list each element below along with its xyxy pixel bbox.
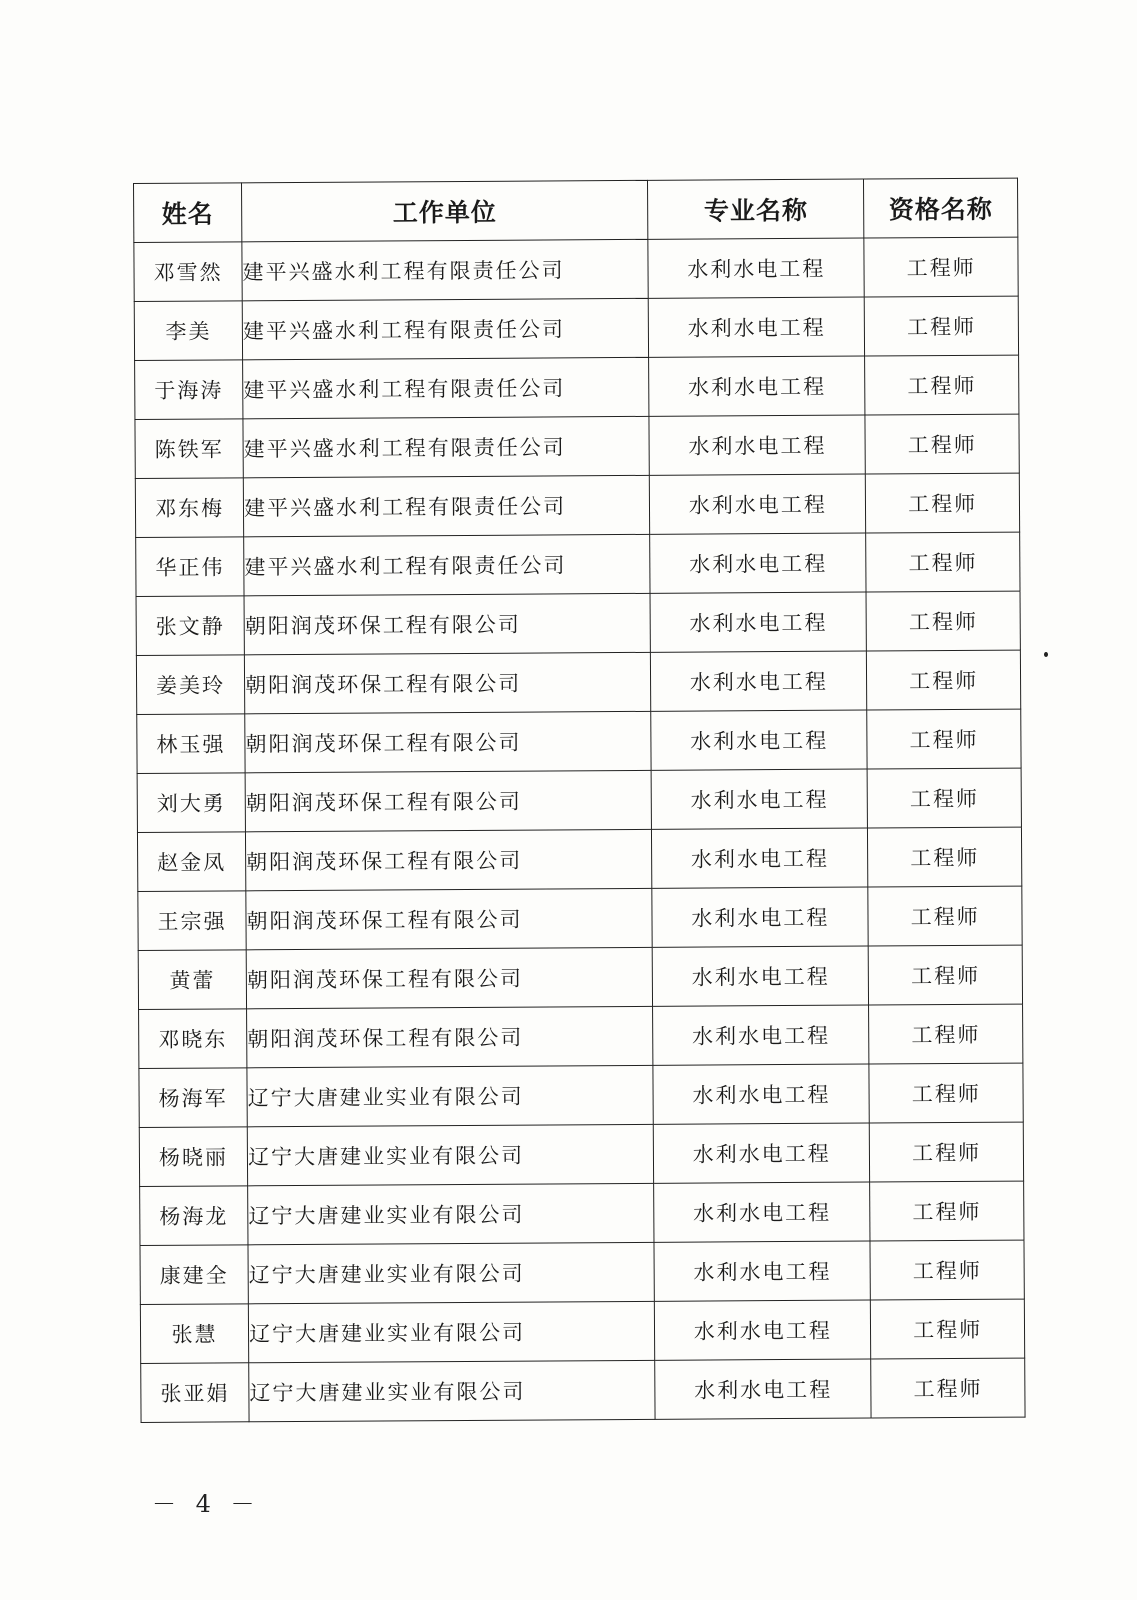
cell-name: 陈铁军 <box>135 419 243 479</box>
cell-unit: 建平兴盛水利工程有限责任公司 <box>243 475 649 536</box>
cell-qualification: 工程师 <box>871 1299 1025 1359</box>
cell-unit: 朝阳润茂环保工程有限公司 <box>247 1006 653 1067</box>
cell-name: 杨海龙 <box>140 1186 248 1246</box>
cell-name: 王宗强 <box>138 891 246 951</box>
cell-unit: 辽宁大唐建业实业有限公司 <box>247 1065 653 1126</box>
cell-unit: 朝阳润茂环保工程有限公司 <box>246 947 652 1008</box>
cell-unit: 建平兴盛水利工程有限责任公司 <box>243 357 649 418</box>
cell-qualification: 工程师 <box>867 709 1021 769</box>
cell-qualification: 工程师 <box>870 1181 1024 1241</box>
cell-major: 水利水电工程 <box>648 238 865 298</box>
page-number: － 4 － <box>152 1490 261 1518</box>
cell-qualification: 工程师 <box>869 945 1023 1005</box>
cell-unit: 辽宁大唐建业实业有限公司 <box>248 1183 654 1244</box>
cell-unit: 建平兴盛水利工程有限责任公司 <box>244 534 650 595</box>
table-row <box>139 1063 1023 1127</box>
cell-name: 杨晓丽 <box>139 1127 247 1187</box>
table-row <box>141 1358 1025 1422</box>
cell-qualification: 工程师 <box>871 1358 1025 1418</box>
cell-qualification: 工程师 <box>869 1063 1023 1123</box>
roster-sheet <box>133 178 1026 1423</box>
cell-qualification: 工程师 <box>866 532 1020 592</box>
cell-qualification: 工程师 <box>866 473 1020 533</box>
cell-qualification: 工程师 <box>864 237 1018 297</box>
table-row <box>137 768 1021 832</box>
cell-major: 水利水电工程 <box>653 1005 870 1065</box>
cell-major: 水利水电工程 <box>649 415 866 475</box>
cell-major: 水利水电工程 <box>651 769 868 829</box>
cell-name: 于海涛 <box>135 360 243 420</box>
cell-name: 张慧 <box>140 1304 248 1364</box>
cell-qualification: 工程师 <box>865 355 1019 415</box>
table-row <box>137 709 1021 773</box>
table-header-row <box>134 178 1018 242</box>
cell-qualification: 工程师 <box>867 650 1021 710</box>
cell-unit: 建平兴盛水利工程有限责任公司 <box>242 239 648 300</box>
cell-name: 林玉强 <box>137 714 245 774</box>
cell-name: 邓东梅 <box>135 478 243 538</box>
cell-name: 张亚娟 <box>141 1363 249 1423</box>
cell-major: 水利水电工程 <box>653 1123 870 1183</box>
table-row <box>136 532 1020 596</box>
cell-qualification: 工程师 <box>870 1122 1024 1182</box>
cell-major: 水利水电工程 <box>650 474 867 534</box>
cell-qualification: 工程师 <box>869 1004 1023 1064</box>
cell-qualification: 工程师 <box>867 768 1021 828</box>
roster-table <box>133 178 1026 1423</box>
table-row <box>134 237 1018 301</box>
table-row <box>137 827 1021 891</box>
cell-qualification: 工程师 <box>865 414 1019 474</box>
cell-qualification: 工程师 <box>868 827 1022 887</box>
cell-unit: 建平兴盛水利工程有限责任公司 <box>243 416 649 477</box>
cell-unit: 朝阳润茂环保工程有限公司 <box>246 888 652 949</box>
cell-unit: 朝阳润茂环保工程有限公司 <box>244 593 650 654</box>
cell-major: 水利水电工程 <box>650 592 867 652</box>
cell-major: 水利水电工程 <box>651 651 868 711</box>
cell-major: 水利水电工程 <box>654 1182 871 1242</box>
cell-unit: 辽宁大唐建业实业有限公司 <box>249 1360 655 1421</box>
table-row <box>135 355 1019 419</box>
table-row <box>135 414 1019 478</box>
header-name: 姓名 <box>134 183 242 243</box>
cell-name: 康建全 <box>140 1245 248 1305</box>
cell-unit: 朝阳润茂环保工程有限公司 <box>245 711 651 772</box>
cell-major: 水利水电工程 <box>652 946 869 1006</box>
cell-major: 水利水电工程 <box>655 1359 872 1419</box>
table-row <box>140 1240 1024 1304</box>
cell-qualification: 工程师 <box>868 886 1022 946</box>
cell-major: 水利水电工程 <box>650 533 867 593</box>
cell-name: 黄蕾 <box>138 950 246 1010</box>
table-row <box>139 1122 1023 1186</box>
table-row <box>140 1181 1024 1245</box>
cell-major: 水利水电工程 <box>652 887 869 947</box>
cell-unit: 辽宁大唐建业实业有限公司 <box>248 1301 654 1362</box>
table-row <box>134 296 1018 360</box>
table-row <box>138 945 1022 1009</box>
table-row <box>138 886 1022 950</box>
cell-name: 张文静 <box>136 596 244 656</box>
cell-name: 赵金凤 <box>137 832 245 892</box>
cell-qualification: 工程师 <box>865 296 1019 356</box>
table-row <box>135 473 1019 537</box>
header-qualification: 资格名称 <box>864 178 1018 238</box>
cell-unit: 朝阳润茂环保工程有限公司 <box>245 770 651 831</box>
table-row <box>136 650 1020 714</box>
table-row <box>136 591 1020 655</box>
cell-unit: 建平兴盛水利工程有限责任公司 <box>242 298 648 359</box>
table-row <box>139 1004 1023 1068</box>
cell-major: 水利水电工程 <box>648 297 865 357</box>
cell-major: 水利水电工程 <box>654 1241 871 1301</box>
scan-speck <box>1044 652 1048 657</box>
cell-major: 水利水电工程 <box>652 828 869 888</box>
cell-qualification: 工程师 <box>870 1240 1024 1300</box>
cell-name: 邓雪然 <box>134 242 242 302</box>
cell-name: 邓晓东 <box>139 1009 247 1069</box>
cell-name: 刘大勇 <box>137 773 245 833</box>
cell-unit: 朝阳润茂环保工程有限公司 <box>244 652 650 713</box>
cell-major: 水利水电工程 <box>653 1064 870 1124</box>
header-unit: 工作单位 <box>242 180 648 241</box>
cell-name: 李美 <box>134 301 242 361</box>
cell-major: 水利水电工程 <box>649 356 866 416</box>
header-major: 专业名称 <box>648 179 865 239</box>
cell-name: 华正伟 <box>136 537 244 597</box>
cell-major: 水利水电工程 <box>655 1300 872 1360</box>
table-body <box>134 237 1025 1422</box>
table-row <box>140 1299 1024 1363</box>
cell-qualification: 工程师 <box>866 591 1020 651</box>
cell-name: 杨海军 <box>139 1068 247 1128</box>
cell-name: 姜美玲 <box>136 655 244 715</box>
cell-unit: 辽宁大唐建业实业有限公司 <box>248 1242 654 1303</box>
cell-major: 水利水电工程 <box>651 710 868 770</box>
cell-unit: 朝阳润茂环保工程有限公司 <box>246 829 652 890</box>
cell-unit: 辽宁大唐建业实业有限公司 <box>247 1124 653 1185</box>
